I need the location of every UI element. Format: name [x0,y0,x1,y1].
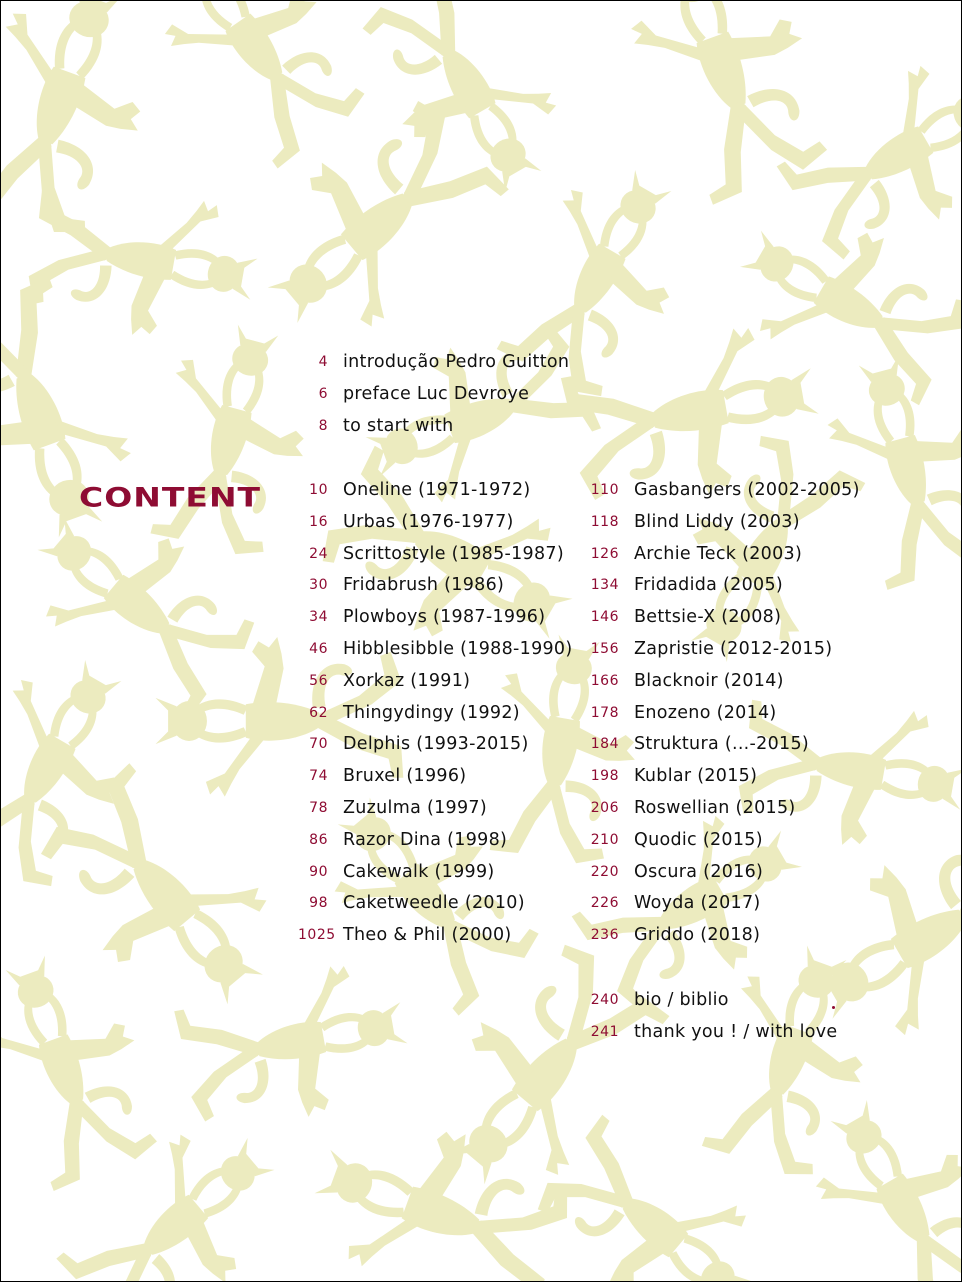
toc-entry [589,986,729,1014]
toc-entry [589,730,809,758]
toc-entry [298,794,487,822]
toc-title: Plowboys (1987-1996) [343,607,546,628]
toc-page-number: 118 [590,513,619,530]
toc-title: Struktura (...-2015) [634,734,810,755]
toc-page-number: 78 [309,800,328,816]
toc-title: Xorkaz (1991) [343,670,471,691]
toc-page-number: 178 [590,704,619,721]
toc-entry [298,762,466,790]
toc-entry [589,571,783,599]
dancing-cat-figure-icon [135,1,382,178]
toc-page-number: 34 [309,609,328,626]
toc-entry [589,603,781,631]
toc-page-number: 8 [318,417,328,434]
toc-page-number: 220 [590,863,619,880]
toc-page-number: 226 [590,895,619,912]
toc-page-number: 90 [309,863,328,880]
toc-page-number: 206 [590,800,619,816]
toc-page-number: 86 [309,831,328,848]
toc-entry [589,476,860,504]
toc-title: Blacknoir (2014) [634,670,784,691]
toc-page-number: 240 [590,992,619,1008]
toc-entry [589,540,802,568]
dancing-cat-figure-icon [1,271,152,558]
toc-page-number: 1025 [298,927,336,944]
toc-page-number: 110 [590,482,619,498]
toc-title: Quodic (2015) [634,829,763,850]
toc-title: Gasbangers (2002-2005) [634,480,860,500]
toc-page-number: 70 [309,736,328,753]
toc-page-number: 30 [309,577,328,594]
toc-title: bio / biblio [634,990,729,1010]
toc-title: Bettsie-X (2008) [634,607,782,628]
dancing-cat-figure-icon [297,1093,584,1281]
toc-title: Theo & Phil (2000) [343,925,512,946]
dancing-cat-figure-icon [171,955,417,1136]
toc-page-number: 62 [309,704,328,721]
toc-entry [589,699,777,727]
toc-entry [298,348,569,376]
toc-entry [298,412,453,440]
toc-title: Fridabrush (1986) [343,575,505,596]
toc-entry [589,921,760,949]
toc-page-number: 46 [309,641,328,657]
toc-page-number: 98 [309,895,328,912]
toc-entry [298,571,504,599]
toc-page-number: 236 [590,927,619,944]
dancing-cat-figure-icon [45,1101,310,1281]
toc-entry [589,1018,838,1046]
toc-title: Griddo (2018) [634,925,761,946]
toc-title: Delphis (1993-2015) [343,734,529,755]
dancing-cat-figure-icon [1,1,179,249]
toc-title: Woyda (2017) [634,893,761,914]
toc-entry [589,889,761,917]
toc-entry [298,508,514,536]
toc-title: Oscura (2016) [634,861,764,882]
dancing-cat-figure-icon [1,937,173,1197]
toc-title: Fridadida (2005) [634,575,784,596]
dancing-cat-figure-icon [813,340,961,594]
toc-page-number: 16 [309,513,328,530]
toc-title: Bruxel (1996) [343,766,467,787]
dancing-cat-figure-icon [22,751,304,1043]
toc-entry [298,635,573,663]
toc-title: to start with [343,415,454,436]
toc-page-number: 156 [590,641,619,657]
toc-entry [298,699,520,727]
toc-entry [589,667,784,695]
toc-page-number: 4 [318,354,328,370]
toc-title: Caketweedle (2010) [343,893,525,914]
toc-entry [298,730,529,758]
toc-entry [589,508,800,536]
toc-entry [298,603,545,631]
toc-title: Oneline (1971-1972) [343,480,531,500]
toc-title: Roswellian (2015) [634,798,796,818]
toc-page-number: 166 [590,672,619,689]
toc-entry [589,858,763,886]
toc-page-number: 6 [318,385,328,402]
toc-page-number: 10 [309,482,328,498]
toc-page-number: 24 [309,545,328,562]
toc-page-number: 198 [590,768,619,785]
contents-heading: CONTENT [79,481,262,513]
toc-title: Kublar (2015) [634,766,758,787]
toc-entry [298,380,529,408]
toc-title: Zuzulma (1997) [343,798,487,818]
toc-title: Urbas (1976-1977) [343,511,514,532]
toc-entry [589,826,763,854]
toc-entry [298,540,564,568]
toc-title: Cakewalk (1999) [343,861,495,882]
toc-title: Thingydingy (1992) [343,702,520,723]
toc-title: Archie Teck (2003) [634,543,803,564]
toc-title: Zapristie (2012-2015) [634,639,833,659]
toc-page-number: 134 [590,577,619,594]
toc-entry [589,794,796,822]
toc-entry [298,476,531,504]
toc-entry [589,635,832,663]
toc-page-number: 74 [309,768,328,785]
toc-title: preface Luc Devroye [343,383,530,404]
toc-entry [298,667,470,695]
toc-entry [298,858,495,886]
toc-title: Razor Dina (1998) [343,829,508,850]
decorative-dot [832,1006,835,1009]
toc-page-number: 184 [590,736,619,753]
toc-title: Scrittostyle (1985-1987) [343,543,564,564]
toc-page-number: 210 [590,831,619,848]
toc-entry [298,826,507,854]
toc-page-number: 56 [309,672,328,689]
toc-page-number: 126 [590,545,619,562]
toc-entry [589,762,757,790]
toc-title: Hibblesibble (1988-1990) [343,639,573,659]
toc-title: introdução Pedro Guitton [343,352,570,372]
dancing-cat-figure-icon [790,1073,961,1281]
toc-title: Blind Liddy (2003) [634,511,800,532]
toc-entry [298,921,512,949]
toc-page-number: 241 [590,1023,619,1040]
toc-entry [298,889,525,917]
toc-title: Enozeno (2014) [634,702,777,723]
toc-page-number: 146 [590,609,619,626]
toc-title: thank you ! / with love [634,1021,838,1042]
